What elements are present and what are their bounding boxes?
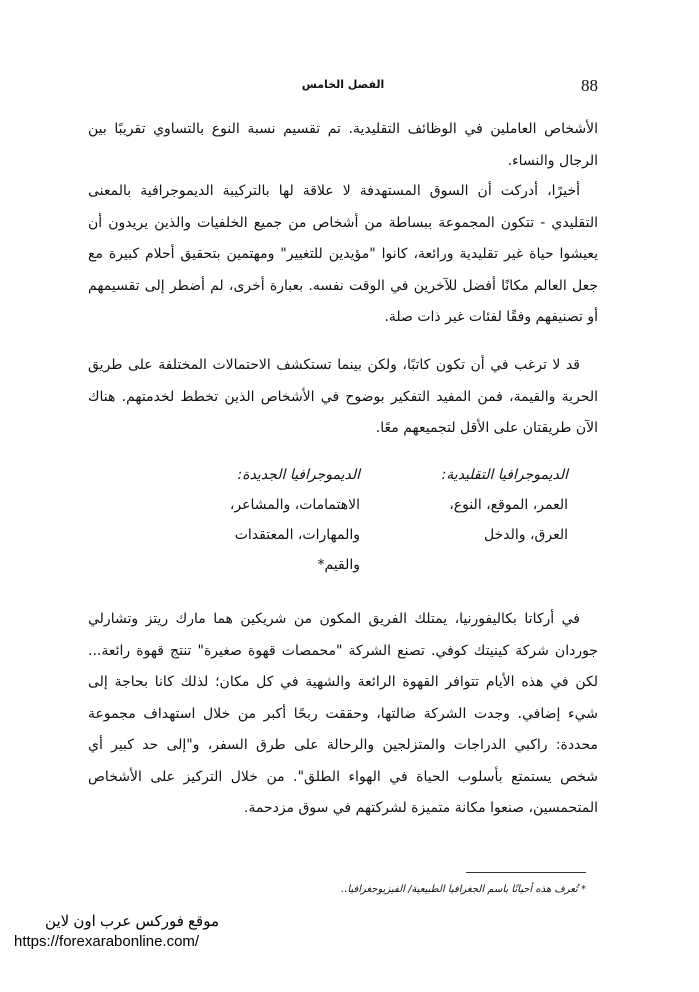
traditional-heading: الديموجرافيا التقليدية: (441, 467, 568, 483)
running-head (88, 76, 598, 100)
page-number: 88 (581, 76, 598, 95)
chapter-title: الفصل الخامس (301, 78, 385, 91)
traditional-demographics (388, 460, 568, 550)
new-line: الاهتمامات، والمشاعر، (229, 497, 360, 513)
traditional-line: العمر، الموقع، النوع، (449, 497, 568, 513)
paragraph-text: في أركاتا بكاليفورنيا، يمتلك الفريق المكون من شريكين هما مارك ريتز وتشارلي جوردان شركة كينيتك كوفي. تصنع الشركة "محمصات قهوة صغيرة" تنتج قهوة رائعة... لكن في هذه الأيام تتوافر القهوة الرائعة والشهية في كل مكان؛ لذلك كانا بحاجة إلى شيء إضافي. وجدت الشركة ضالتها، وحققت ربحًا أكبر من خلال استهداف مجموعة محددة: راكبي الدراجات والمتزلجين والرحالة على طرق السفر، و"إلى حد كبير أي شخص يستمتع بأسلوب الحياة في الهواء الطلق". من خلال التركيز على الأشخاص المتحمسين، صنعوا مكانة متميزة لشركتهم في سوق مزدحمة. (88, 611, 598, 816)
paragraph-text: أخيرًا، أدركت أن السوق المستهدفة لا علاقة لها بالتركيبة الديموجرافية بالمعنى التقليدي - تتكون المجموعة ببساطة من أشخاص من جميع الخلفيات والذين يريدون أن يعيشوا حياة غير تقليدية ورائعة، كانوا "مؤيدين للتغيير" ومهتمين بتحقيق أحلام كبيرة مع جعل العالم مكانًا أفضل للآخرين في الوقت نفسه. بعبارة أخرى، لم أضطر إلى تقسيمهم أو تصنيفهم وفقًا لفئات غير ذات صلة. (88, 183, 598, 325)
new-line: والقيم* (317, 557, 360, 573)
new-line: والمهارات، المعتقدات (234, 527, 360, 543)
new-demographics (160, 460, 360, 580)
paragraph-text: الأشخاص العاملين في الوظائف التقليدية. تم تقسيم نسبة النوع بالتساوي تقريبًا بين الرجال والنساء. (88, 121, 598, 169)
watermark (14, 912, 219, 952)
new-heading: الديموجرافيا الجديدة: (237, 467, 360, 483)
watermark-arabic: موقع فوركس عرب اون لاين (45, 913, 219, 930)
footnote-divider (466, 872, 586, 873)
watermark-url[interactable]: https://forexarabonline.com/ (14, 933, 200, 950)
paragraph-writer (88, 350, 598, 445)
paragraph-continuation (88, 114, 598, 177)
paragraph-text: قد لا ترغب في أن تكون كاتبًا، ولكن بينما تستكشف الاحتمالات المختلفة على طريق الحرية والقيمة، فمن المفيد التفكير بوضوح في الأشخاص الذين تخطط لخدمتهم. هناك الآن طريقتان على الأقل لتجميعهم معًا. (88, 357, 598, 436)
footnote: * تُعرف هذه أحيانًا باسم الجغرافيا الطبيعية/ الفيزيوجغرافيا.. (341, 884, 586, 895)
paragraph-kinetic-coffee (88, 604, 598, 825)
paragraph-target-market (88, 176, 598, 334)
traditional-line: العرق، والدخل (484, 527, 568, 543)
